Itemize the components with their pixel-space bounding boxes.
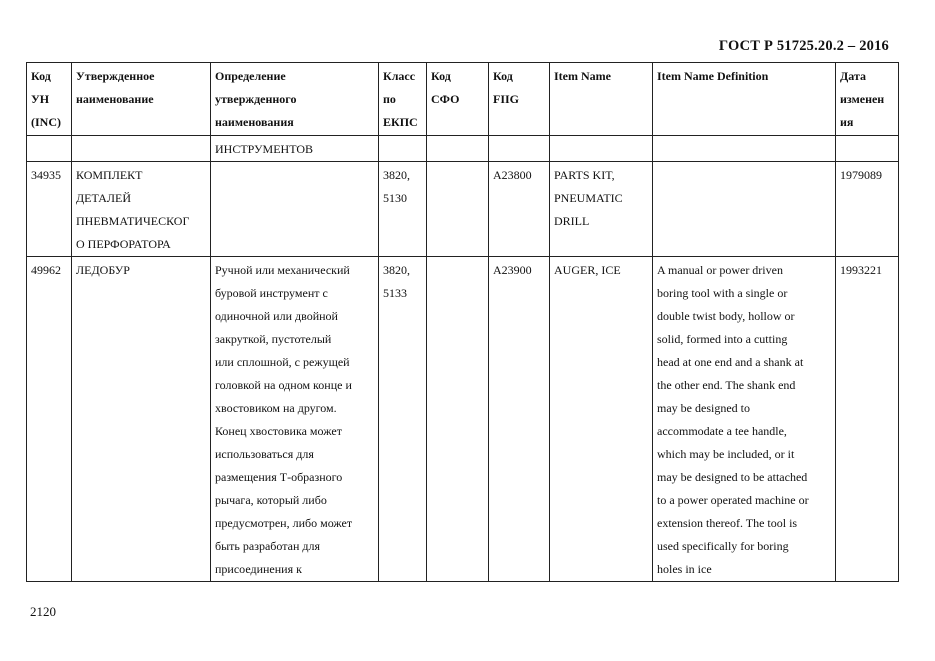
cell-fiig: A23900: [489, 257, 550, 582]
cell-name: ЛЕДОБУР: [72, 257, 211, 582]
cell-class: 3820, 5130: [379, 162, 427, 257]
cell-class: [379, 136, 427, 162]
cell-definition: Ручной или механический буровой инструмент с одиночной или двойной закруткой, пустотелый или сплошной, с режущей головкой на одном конце и хвостовиком на другом. Конец хвостовика может использоваться для размещения Т-образного рычага, который либо предусмотрен, либо может быть разработан для присоединения к: [211, 257, 379, 582]
cell-inc: [27, 136, 72, 162]
col-header-approved-name: Утвержденное наименование: [72, 63, 211, 136]
cell-fiig: A23800: [489, 162, 550, 257]
cell-sfo: [427, 162, 489, 257]
catalog-table: [26, 62, 899, 582]
col-header-item-definition: Item Name Definition: [653, 63, 836, 136]
cell-date: 1993221: [836, 257, 899, 582]
cell-item-name: PARTS KIT, PNEUMATIC DRILL: [550, 162, 653, 257]
cell-item-name: AUGER, ICE: [550, 257, 653, 582]
cell-inc: 49962: [27, 257, 72, 582]
cell-item-name: [550, 136, 653, 162]
cell-fiig: [489, 136, 550, 162]
document-title: ГОСТ Р 51725.20.2 – 2016: [718, 38, 889, 54]
cell-item-definition: [653, 136, 836, 162]
col-header-item-name: Item Name: [550, 63, 653, 136]
cell-class: 3820, 5133: [379, 257, 427, 582]
col-header-date: Дата изменен ия: [836, 63, 899, 136]
col-header-inc: Код УН (INC): [27, 63, 72, 136]
col-header-class: Класс по ЕКПС: [379, 63, 427, 136]
page-number: 2120: [30, 604, 56, 619]
table-row: [27, 162, 899, 257]
table-row: [27, 136, 899, 162]
cell-definition: ИНСТРУМЕНТОВ: [211, 136, 379, 162]
table-header-row: [27, 63, 899, 136]
cell-item-definition: [653, 162, 836, 257]
col-header-sfo: Код СФО: [427, 63, 489, 136]
cell-name: КОМПЛЕКТ ДЕТАЛЕЙ ПНЕВМАТИЧЕСКОГ О ПЕРФОРАТОРА: [72, 162, 211, 257]
cell-definition: [211, 162, 379, 257]
cell-date: [836, 136, 899, 162]
cell-sfo: [427, 257, 489, 582]
table-row: [27, 257, 899, 582]
col-header-definition: Определение утвержденного наименования: [211, 63, 379, 136]
cell-name: [72, 136, 211, 162]
cell-inc: 34935: [27, 162, 72, 257]
cell-item-definition: A manual or power driven boring tool with a single or double twist body, hollow or solid, formed into a cutting head at one end and a shank at the other end. The shank end may be designed to accommodate a tee handle, which may be included, or it may be designed to be attached to a power operated machine or extension thereof. The tool is used specifically for boring holes in ice: [653, 257, 836, 582]
cell-date: 1979089: [836, 162, 899, 257]
col-header-fiig: Код FIIG: [489, 63, 550, 136]
cell-sfo: [427, 136, 489, 162]
